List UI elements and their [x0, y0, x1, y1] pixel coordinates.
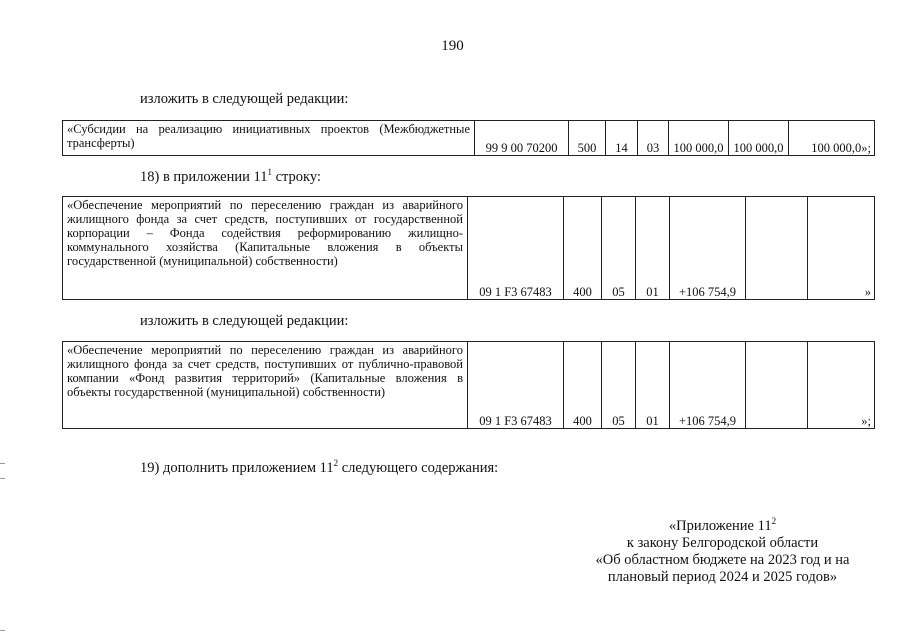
row-description: «Обеспечение мероприятий по переселению граждан из аварийного жилищного фонда за счет средств, поступивших от публично-правовой компании «Фонд развития территорий» (Капитальные вложения в объекты государственной (муниципальной) собственности): [63, 342, 468, 429]
amount-2025: »;: [808, 342, 875, 429]
appendix-heading: [580, 513, 865, 586]
row-description: «Обеспечение мероприятий по переселению граждан из аварийного жилищного фонда за счет средств, поступивших от государственной корпорации – Фонда содействия реформированию жилищно-коммунального хозяйства (Капитальные вложения в объекты государственной (муниципальной) собственности): [63, 197, 468, 300]
amount-2025: 100 000,0»;: [789, 121, 875, 156]
subsection-code: 01: [636, 197, 670, 300]
scan-mark: [0, 463, 5, 464]
subsection-code: 01: [636, 342, 670, 429]
expense-type-code: 400: [564, 342, 602, 429]
amount-2024: 100 000,0: [729, 121, 789, 156]
instruction-text: [140, 167, 321, 186]
budget-table-1: [62, 120, 875, 156]
target-article-code: 99 9 00 70200: [475, 121, 569, 156]
amount-2024: [746, 197, 808, 300]
row-description: «Субсидии на реализацию инициативных проектов (Межбюджетные трансферты): [63, 121, 475, 156]
superscript: 2: [333, 458, 339, 468]
scan-mark: [0, 630, 5, 631]
instruction-text: изложить в следующей редакции:: [140, 91, 349, 107]
table-row: [63, 121, 875, 156]
appendix-line: «Об областном бюджете на 2023 год и на: [595, 551, 850, 568]
appendix-line: плановый период 2024 и 2025 годов»: [607, 568, 838, 585]
expense-type-code: 400: [564, 197, 602, 300]
instruction-text-suffix: следующего содержания:: [338, 459, 499, 476]
table-row: [63, 342, 875, 429]
superscript: 1: [267, 167, 272, 177]
amount-2023: 100 000,0: [669, 121, 729, 156]
section-code: 05: [602, 342, 636, 429]
amount-2024: [746, 342, 808, 429]
subsection-code: 03: [638, 121, 669, 156]
scan-mark: [0, 478, 5, 479]
instruction-text: изложить в следующей редакции:: [140, 313, 349, 329]
target-article-code: 09 1 F3 67483: [468, 342, 564, 429]
expense-type-code: 500: [569, 121, 606, 156]
instruction-text-prefix: 19) дополнить приложением 11: [140, 459, 334, 476]
table-row: [63, 197, 875, 300]
instruction-text: [140, 458, 498, 477]
appendix-title: [580, 513, 865, 535]
amount-2025: »: [808, 197, 875, 300]
budget-table-2: [62, 196, 875, 300]
instruction-text-suffix: строку:: [271, 168, 321, 185]
amount-2023: +106 754,9: [670, 342, 746, 429]
section-code: 14: [606, 121, 638, 156]
budget-table-3: [62, 341, 875, 429]
appendix-title-prefix: «Приложение 11: [668, 517, 772, 534]
target-article-code: 09 1 F3 67483: [468, 197, 564, 300]
instruction-text-prefix: 18) в приложении 11: [140, 168, 268, 185]
amount-2023: +106 754,9: [670, 197, 746, 300]
section-code: 05: [602, 197, 636, 300]
page-number: 190: [441, 38, 464, 54]
superscript: 2: [771, 516, 777, 526]
appendix-line: к закону Белгородской области: [626, 534, 819, 551]
